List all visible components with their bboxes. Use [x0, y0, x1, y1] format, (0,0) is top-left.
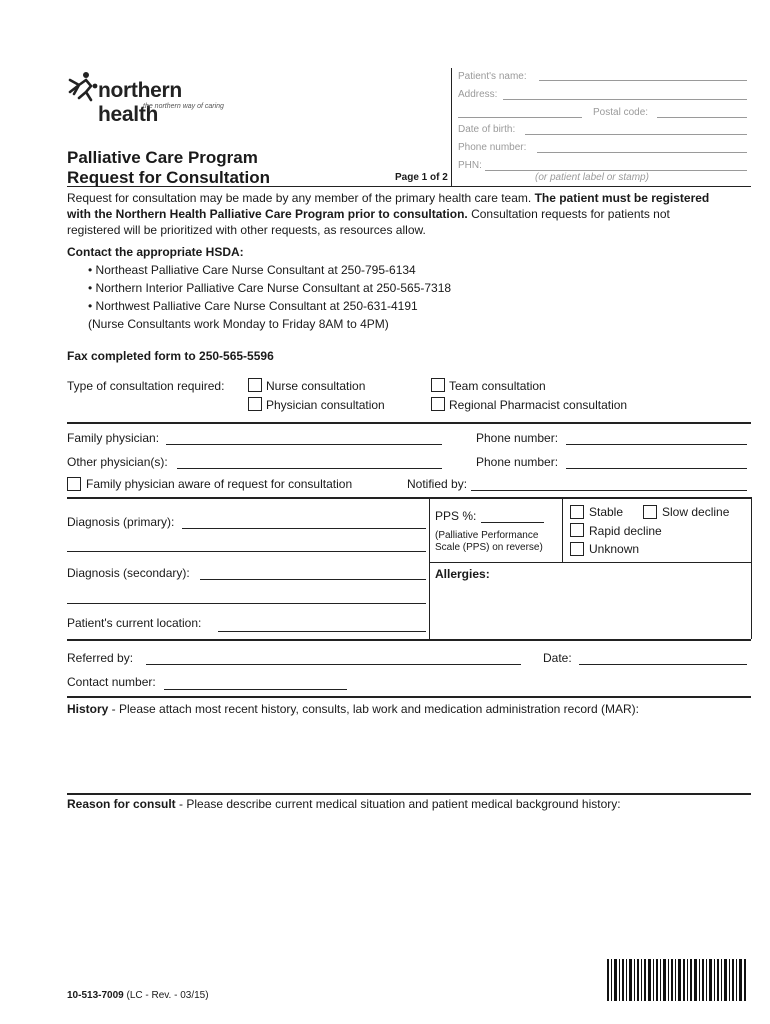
physician-aware-label: Family physician aware of request for consultation	[86, 477, 353, 491]
other-physician-phone-field[interactable]	[566, 468, 747, 469]
patient-info-box	[451, 68, 751, 186]
form-number	[67, 990, 209, 1002]
history-area[interactable]	[67, 720, 751, 792]
barcode-icon	[606, 958, 748, 1002]
intro-line3: registered will be prioritized with other requests, as resources allow.	[67, 223, 426, 237]
physician-aware-checkbox[interactable]	[67, 477, 81, 491]
referred-by-field[interactable]	[146, 664, 521, 665]
diagnosis-secondary-field-line-2[interactable]	[67, 603, 426, 604]
address-field[interactable]	[503, 99, 747, 100]
other-physician-label: Other physician(s):	[67, 455, 168, 469]
northern-health-logo	[66, 70, 246, 126]
reason-heading: Reason for consult	[67, 797, 176, 811]
history-heading: History	[67, 702, 109, 716]
contacts-heading: Contact the appropriate HSDA:	[67, 245, 244, 259]
date-label: Date:	[543, 651, 572, 665]
allergies-field[interactable]	[431, 584, 749, 638]
title-line-1: Palliative Care Program	[67, 148, 258, 167]
pharmacist-consultation-checkbox[interactable]	[431, 397, 445, 411]
postal-code-label: Postal code:	[593, 107, 649, 118]
fax-instruction: Fax completed form to 250-565-5596	[67, 349, 274, 363]
intro-line1-bold: The patient must be registered	[534, 191, 710, 205]
patient-name-field[interactable]	[539, 80, 747, 81]
unknown-label: Unknown	[589, 542, 640, 556]
team-consultation-checkbox[interactable]	[431, 378, 445, 392]
phn-label: PHN:	[458, 160, 482, 171]
nurse-consultation-checkbox[interactable]	[248, 378, 262, 392]
form-revision: (LC - Rev. - 03/15)	[123, 990, 209, 1001]
family-physician-phone-field[interactable]	[566, 444, 747, 445]
pharmacist-consultation-label: Regional Pharmacist consultation	[449, 398, 628, 412]
dob-field[interactable]	[525, 134, 747, 135]
diagnosis-secondary-field[interactable]	[200, 579, 426, 580]
reason-text: - Please describe current medical situation and patient medical background history:	[175, 797, 621, 811]
referred-by-label: Referred by:	[67, 651, 134, 665]
phn-field[interactable]	[485, 170, 747, 171]
pps-field[interactable]	[481, 522, 544, 523]
hsda-contacts	[67, 245, 451, 332]
pps-note-line-1: (Palliative Performance	[435, 530, 539, 541]
dob-label: Date of birth:	[458, 124, 516, 135]
rapid-decline-label: Rapid decline	[589, 524, 662, 538]
page-indicator: Page 1 of 2	[395, 172, 448, 183]
current-location-label: Patient's current location:	[67, 616, 202, 630]
physician-consultation-label: Physician consultation	[266, 398, 385, 412]
date-field[interactable]	[579, 664, 747, 665]
contact-number-field[interactable]	[164, 689, 347, 690]
contact-hours: (Nurse Consultants work Monday to Friday 8AM to 4PM)	[88, 317, 389, 331]
form-number-code: 10-513-7009	[67, 990, 124, 1001]
notified-by-label: Notified by:	[407, 477, 468, 491]
logo-tagline: the northern way of caring	[143, 103, 224, 110]
intro-paragraph	[67, 191, 757, 238]
notified-by-field[interactable]	[471, 490, 747, 491]
diagnosis-primary-field[interactable]	[182, 528, 426, 529]
address-label: Address:	[458, 89, 498, 100]
history-instruction	[67, 702, 639, 717]
slow-decline-label: Slow decline	[662, 505, 730, 519]
contact-northwest: • Northwest Palliative Care Nurse Consultant at 250-631-4191	[88, 299, 418, 313]
physician-consultation-checkbox[interactable]	[248, 397, 262, 411]
pps-note-line-2: Scale (PPS) on reverse)	[435, 542, 543, 553]
nurse-consultation-label: Nurse consultation	[266, 379, 366, 393]
contact-number-label: Contact number:	[67, 675, 156, 689]
diagnosis-primary-field-line-2[interactable]	[67, 551, 426, 552]
diagnosis-secondary-label: Diagnosis (secondary):	[67, 566, 190, 580]
title-line-2: Request for Consultation	[67, 168, 271, 187]
stamp-note: (or patient label or stamp)	[535, 172, 649, 183]
intro-line2: Consultation requests for patients not	[467, 207, 670, 221]
stable-label: Stable	[589, 505, 624, 519]
intro-line2-bold: with the Northern Health Palliative Care Program prior to consultation.	[67, 207, 468, 221]
family-physician-label: Family physician:	[67, 431, 160, 445]
diagnosis-primary-label: Diagnosis (primary):	[67, 515, 175, 529]
pps-label: PPS %:	[435, 509, 477, 523]
consult-type-label: Type of consultation required:	[67, 379, 225, 393]
family-physician-field[interactable]	[166, 444, 442, 445]
other-physician-phone-label: Phone number:	[476, 455, 559, 469]
patient-phone-label: Phone number:	[458, 142, 527, 153]
team-consultation-label: Team consultation	[449, 379, 546, 393]
family-physician-phone-label: Phone number:	[476, 431, 559, 445]
allergies-label: Allergies:	[435, 567, 490, 581]
address-field-line-2[interactable]	[458, 117, 582, 118]
patient-name-label: Patient's name:	[458, 71, 527, 82]
patient-phone-field[interactable]	[537, 152, 747, 153]
reason-area[interactable]	[67, 815, 751, 955]
other-physician-field[interactable]	[177, 468, 442, 469]
rapid-decline-checkbox[interactable]	[570, 523, 584, 537]
logo-text: northern health	[98, 79, 182, 126]
contact-northern-interior: • Northern Interior Palliative Care Nurse Consultant at 250-565-7318	[88, 281, 452, 295]
slow-decline-checkbox[interactable]	[643, 505, 657, 519]
reason-instruction	[67, 797, 621, 812]
stable-checkbox[interactable]	[570, 505, 584, 519]
current-location-field[interactable]	[218, 631, 426, 632]
intro-line1: Request for consultation may be made by any member of the primary health care team.	[67, 191, 535, 205]
unknown-checkbox[interactable]	[570, 542, 584, 556]
logo-figure-icon	[66, 70, 100, 104]
postal-code-field[interactable]	[657, 117, 747, 118]
contact-northeast: • Northeast Palliative Care Nurse Consultant at 250-795-6134	[88, 263, 416, 277]
history-text: - Please attach most recent history, consults, lab work and medication administration record (MAR):	[108, 702, 640, 716]
form-title	[67, 148, 270, 188]
